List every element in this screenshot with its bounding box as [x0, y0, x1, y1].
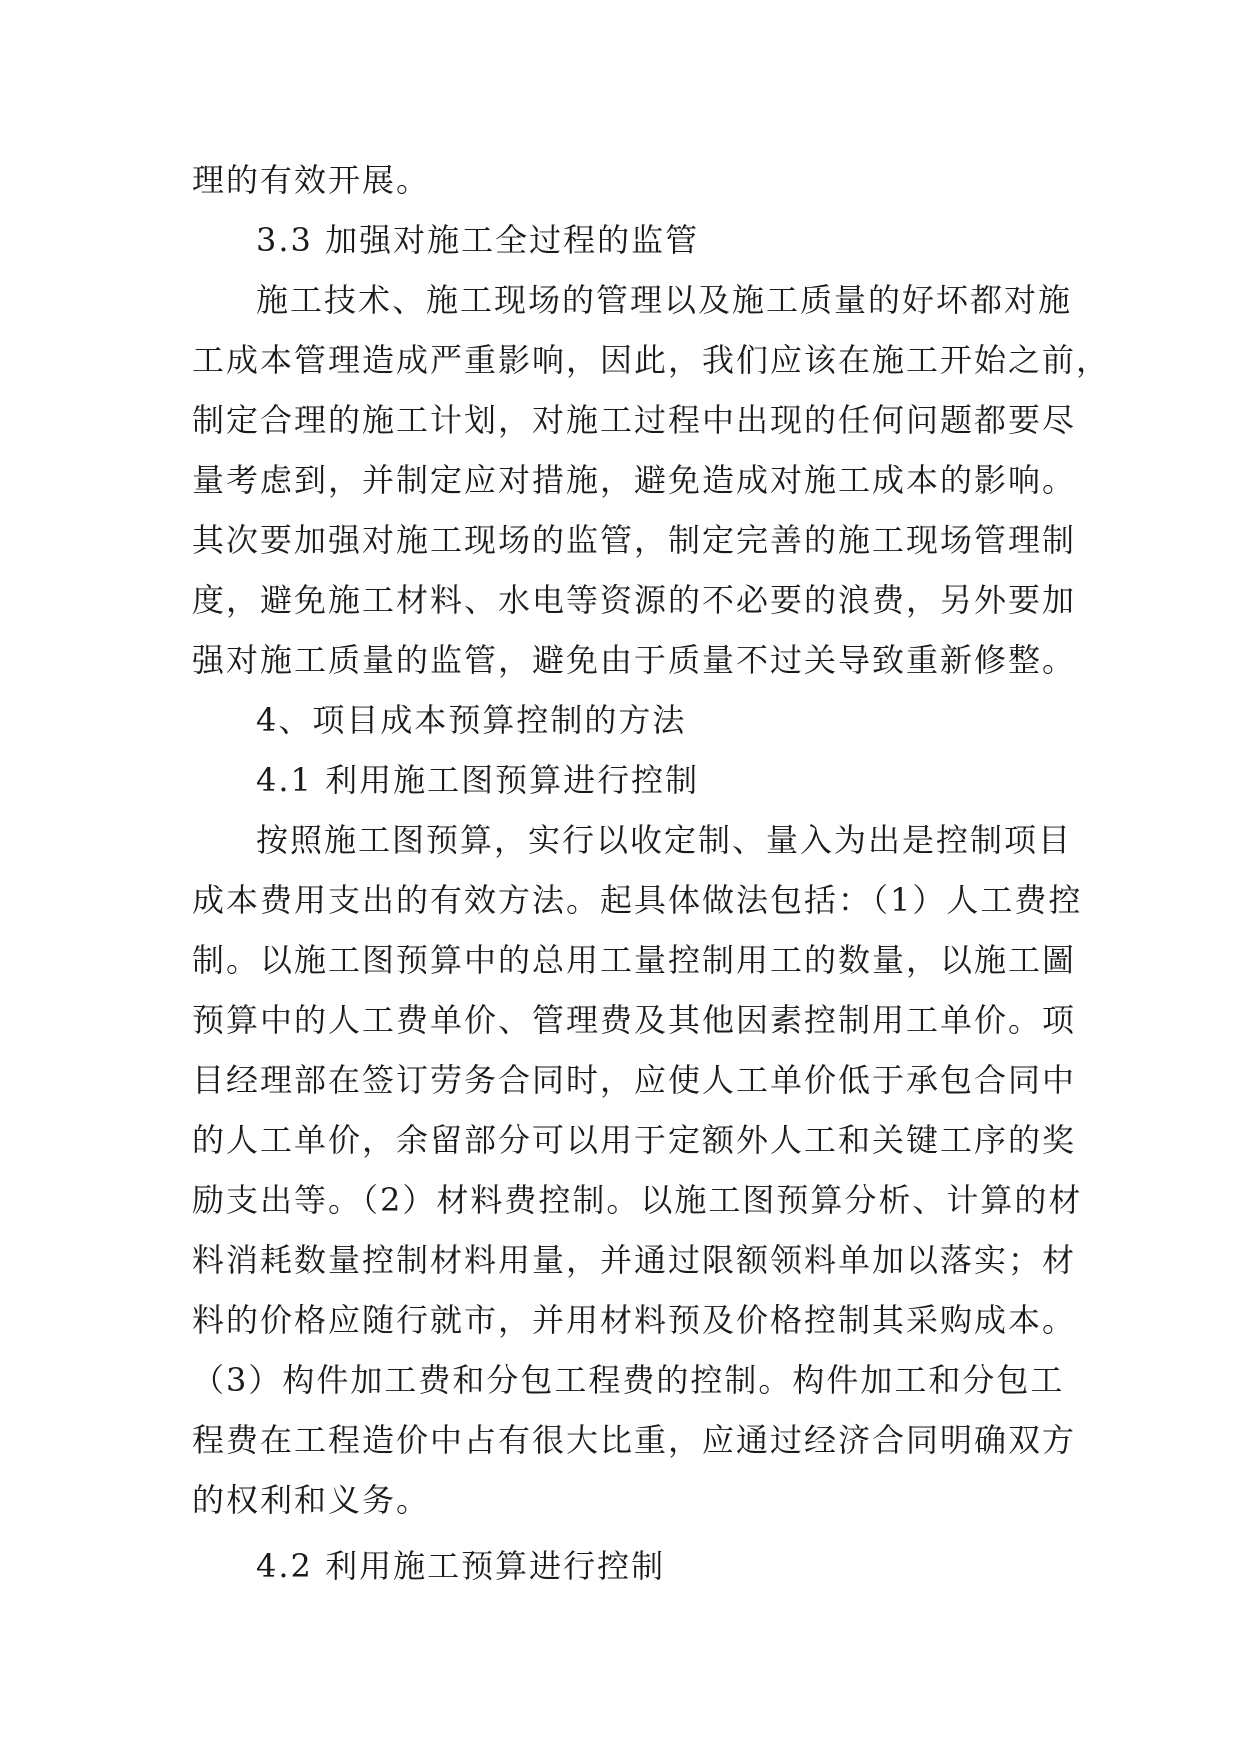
paragraph-line: 成本费用支出的有效方法。起具体做法包括：（1）人工费控	[192, 881, 1083, 919]
paragraph-line: 的人工单价，余留部分可以用于定额外人工和关键工序的奖	[192, 1121, 1077, 1159]
paragraph-line: 按照施工图预算，实行以收定制、量入为出是控制项目	[256, 821, 1073, 859]
paragraph-line: 其次要加强对施工现场的监管，制定完善的施工现场管理制	[192, 521, 1077, 559]
paragraph-line: 强对施工质量的监管，避免由于质量不过关导致重新修整。	[192, 641, 1077, 679]
paragraph-line: 工成本管理造成严重影响，因此，我们应该在施工开始之前，	[192, 341, 1111, 379]
paragraph-construction-supervision	[192, 270, 1111, 690]
paragraph-line: 程费在工程造价中占有很大比重，应通过经济合同明确双方	[192, 1421, 1077, 1459]
section-heading-3-3: 3.3 加强对施工全过程的监管	[256, 221, 700, 259]
paragraph-line: 量考虑到，并制定应对措施，避免造成对施工成本的影响。	[192, 461, 1077, 499]
section-heading-4-2: 4.2 利用施工预算进行控制	[256, 1547, 666, 1585]
paragraph-line: 制。以施工图预算中的总用工量控制用工的数量，以施工圖	[192, 941, 1077, 979]
paragraph-line: （3）构件加工费和分包工程费的控制。构件加工和分包工	[192, 1361, 1065, 1399]
paragraph-line: 励支出等。（2）材料费控制。以施工图预算分析、计算的材	[192, 1181, 1083, 1219]
paragraph-line: 理的有效开展。	[192, 161, 431, 199]
paragraph-line: 制定合理的施工计划，对施工过程中出现的任何问题都要尽	[192, 401, 1077, 439]
paragraph-line: 料的价格应随行就市，并用材料预及价格控制其采购成本。	[192, 1301, 1077, 1339]
document-body	[192, 150, 1111, 1596]
section-heading-4-1: 4.1 利用施工图预算进行控制	[256, 761, 700, 799]
paragraph-line: 度，避免施工材料、水电等资源的不必要的浪费，另外要加	[192, 581, 1077, 619]
paragraph-drawing-budget-control	[192, 810, 1083, 1530]
paragraph-line: 目经理部在签订劳务合同时，应使人工单价低于承包合同中	[192, 1061, 1077, 1099]
paragraph-line: 的权利和义务。	[192, 1481, 431, 1519]
paragraph-line: 预算中的人工费单价、管理费及其他因素控制用工单价。项	[192, 1001, 1077, 1039]
paragraph-line: 施工技术、施工现场的管理以及施工质量的好坏都对施	[256, 281, 1073, 319]
section-heading-4: 4、项目成本预算控制的方法	[256, 701, 687, 739]
paragraph-line: 料消耗数量控制材料用量，并通过限额领料单加以落实；材	[192, 1241, 1077, 1279]
